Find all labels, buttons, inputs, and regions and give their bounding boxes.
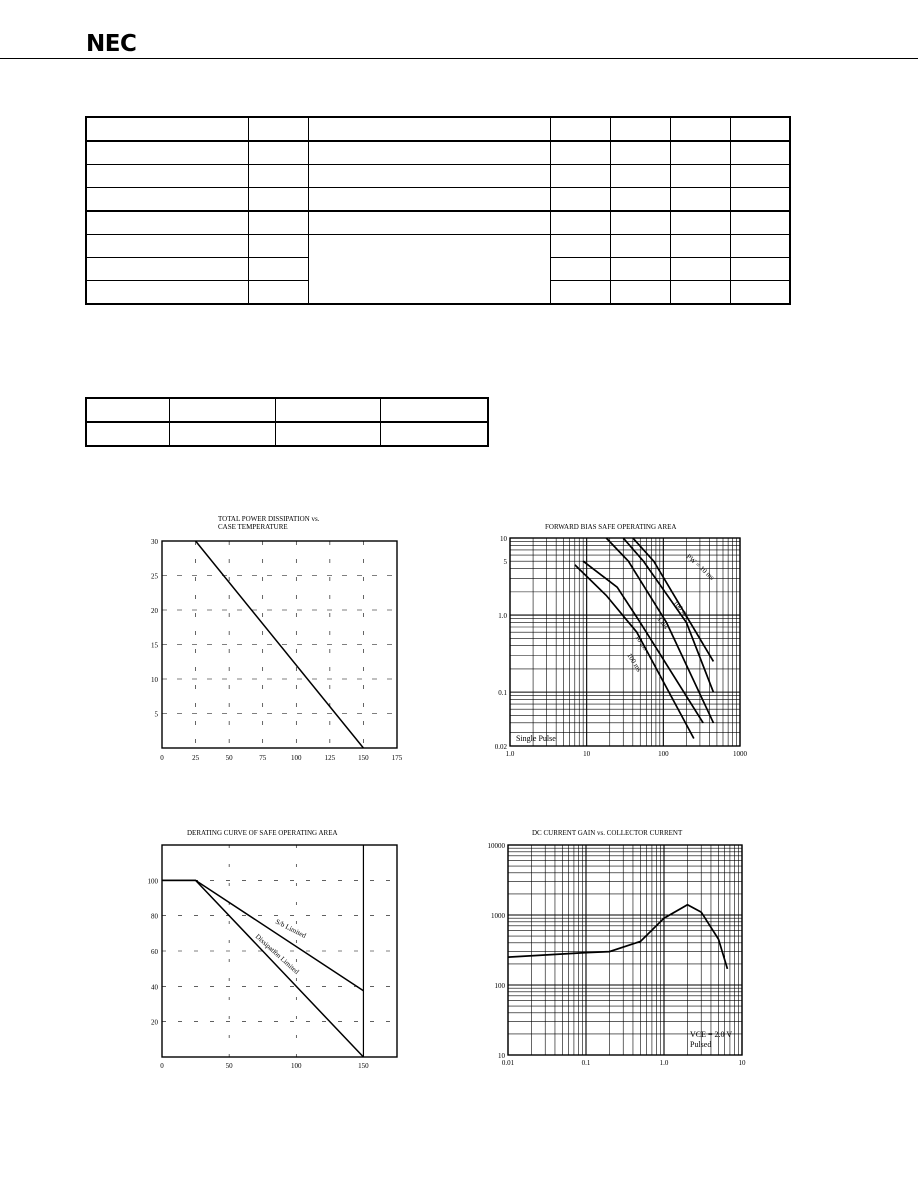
table-cell — [249, 117, 309, 141]
table-cell — [249, 211, 309, 235]
table-cell — [275, 398, 380, 422]
table-cell — [670, 188, 730, 212]
table-cell — [551, 117, 611, 141]
tick-label: 20 — [151, 1018, 158, 1027]
curve-label: Dissipation Limited — [253, 932, 301, 976]
tick-label: 0.1 — [498, 689, 507, 698]
table-cell — [308, 211, 550, 235]
chart-title-line-1: TOTAL POWER DISSIPATION vs. — [218, 515, 320, 523]
tick-label: 60 — [151, 948, 158, 956]
table-cell — [86, 398, 170, 422]
curve-label: S/b Limited — [274, 917, 308, 940]
table-cell — [670, 281, 730, 305]
chart-annotation: Single Pulse — [516, 734, 556, 743]
table-cell — [86, 117, 249, 141]
tick-label: 50 — [225, 1062, 233, 1070]
table-cell — [730, 141, 790, 165]
tick-label: 50 — [225, 754, 233, 762]
curve-label: 1 ms — [655, 615, 670, 631]
table-cell — [308, 188, 550, 212]
table-cell — [551, 165, 611, 188]
curve-label: 10 ms — [633, 633, 650, 653]
tick-label: 10000 — [487, 842, 505, 850]
header-rule — [0, 58, 918, 59]
tick-label: 5 — [503, 558, 507, 567]
table-cell — [551, 258, 611, 281]
table-cell — [730, 258, 790, 281]
table-row — [86, 422, 488, 446]
tick-label: 75 — [259, 754, 267, 762]
chart-title-line-2: CASE TEMPERATURE — [218, 523, 288, 531]
table-cell — [86, 422, 170, 446]
table-cell — [730, 281, 790, 305]
table-cell — [86, 165, 249, 188]
table-cell — [551, 141, 611, 165]
series-line — [196, 541, 364, 748]
table-row — [86, 235, 790, 258]
tick-label: 30 — [151, 538, 158, 546]
dc-current-gain-chart — [480, 820, 760, 1080]
tick-label: 0 — [160, 1062, 164, 1070]
tick-label: 100 — [147, 877, 158, 886]
tick-label: 0.02 — [494, 743, 507, 751]
curve-label: 100 ms — [625, 651, 643, 674]
table-cell — [610, 117, 670, 141]
table-cell — [670, 258, 730, 281]
tick-label: 15 — [151, 641, 158, 650]
tick-label: 100 — [494, 982, 505, 990]
tick-label: 10 — [500, 535, 507, 543]
tick-label: 25 — [192, 754, 200, 762]
table-cell — [610, 188, 670, 212]
tick-label: 1000 — [733, 750, 747, 758]
table-cell — [610, 258, 670, 281]
tick-label: 25 — [151, 572, 158, 581]
table-cell — [551, 188, 611, 212]
table-cell — [610, 281, 670, 305]
table-cell — [730, 211, 790, 235]
table-cell — [86, 141, 249, 165]
tick-label: 175 — [391, 754, 403, 762]
tick-label: 20 — [151, 607, 158, 615]
tick-label: 10 — [583, 750, 591, 758]
series-line — [162, 880, 363, 1057]
table-cell — [670, 141, 730, 165]
table-cell — [730, 235, 790, 258]
forward-bias-soa-chart — [490, 515, 760, 775]
table-cell-merged — [308, 235, 550, 305]
chart-title: DC CURRENT GAIN vs. COLLECTOR CURRENT — [532, 829, 683, 837]
table-cell — [730, 188, 790, 212]
table-cell — [670, 117, 730, 141]
tick-label: 80 — [151, 912, 158, 921]
table-cell — [551, 235, 611, 258]
tick-label: 1.0 — [659, 1059, 669, 1067]
table-cell — [249, 141, 309, 165]
table-cell — [249, 258, 309, 281]
tick-label: 40 — [151, 983, 158, 992]
table-row — [86, 141, 790, 165]
table-cell — [670, 235, 730, 258]
tick-label: 0.1 — [581, 1059, 591, 1067]
tick-label: 10 — [498, 1052, 505, 1060]
tick-label: 1000 — [491, 912, 505, 920]
chart-annotation-line-2: Pulsed — [690, 1040, 712, 1049]
derating-curve-chart — [140, 820, 410, 1080]
table-cell — [610, 141, 670, 165]
table-cell — [610, 235, 670, 258]
table-cell — [551, 211, 611, 235]
table-cell — [249, 165, 309, 188]
table-cell — [730, 117, 790, 141]
table-cell — [381, 398, 488, 422]
table-cell — [308, 165, 550, 188]
table-cell — [308, 117, 550, 141]
table-cell — [86, 211, 249, 235]
table-cell — [249, 188, 309, 212]
series-line — [508, 905, 727, 969]
tick-label: 100 — [291, 754, 302, 762]
tick-label: 0.01 — [501, 1059, 515, 1067]
tick-label: 1.0 — [498, 612, 507, 621]
tick-label: 10 — [738, 1059, 746, 1067]
table-cell — [381, 422, 488, 446]
chart-title: DERATING CURVE OF SAFE OPERATING AREA — [187, 829, 338, 837]
table-cell — [170, 422, 275, 446]
classification-table — [85, 397, 489, 447]
table-cell — [551, 281, 611, 305]
table-cell — [86, 235, 249, 258]
table-row — [86, 117, 790, 141]
curve-label: 100 ms — [671, 598, 692, 620]
table-cell — [249, 281, 309, 305]
table-cell — [670, 165, 730, 188]
table-cell — [170, 398, 275, 422]
table-cell — [275, 422, 380, 446]
tick-label: 10 — [151, 676, 158, 684]
tick-label: 5 — [154, 710, 158, 719]
table-cell — [730, 165, 790, 188]
table-row — [86, 398, 488, 422]
tick-label: 0 — [160, 754, 164, 762]
table-row — [86, 211, 790, 235]
table-row — [86, 188, 790, 212]
tick-label: 125 — [324, 754, 336, 762]
table-cell — [86, 281, 249, 305]
table-cell — [670, 211, 730, 235]
characteristics-table — [85, 116, 791, 305]
chart-annotation-line-1: VCE = 2.0 V — [690, 1030, 733, 1039]
tick-label: 1.0 — [505, 750, 515, 758]
table-cell — [249, 235, 309, 258]
power-dissipation-chart — [140, 505, 420, 775]
tick-label: 150 — [358, 754, 369, 762]
tick-label: 150 — [358, 1062, 369, 1070]
curve-label: PW = 10 ms — [684, 552, 716, 582]
table-row — [86, 165, 790, 188]
plot-frame — [508, 845, 742, 1055]
series-line — [575, 565, 694, 739]
tick-label: 100 — [291, 1062, 302, 1070]
table-cell — [86, 188, 249, 212]
table-cell — [610, 165, 670, 188]
table-cell — [610, 211, 670, 235]
nec-logo: NEC — [86, 31, 137, 57]
chart-title: FORWARD BIAS SAFE OPERATING AREA — [545, 523, 677, 531]
table-cell — [308, 141, 550, 165]
table-cell — [86, 258, 249, 281]
tick-label: 100 — [658, 750, 669, 758]
